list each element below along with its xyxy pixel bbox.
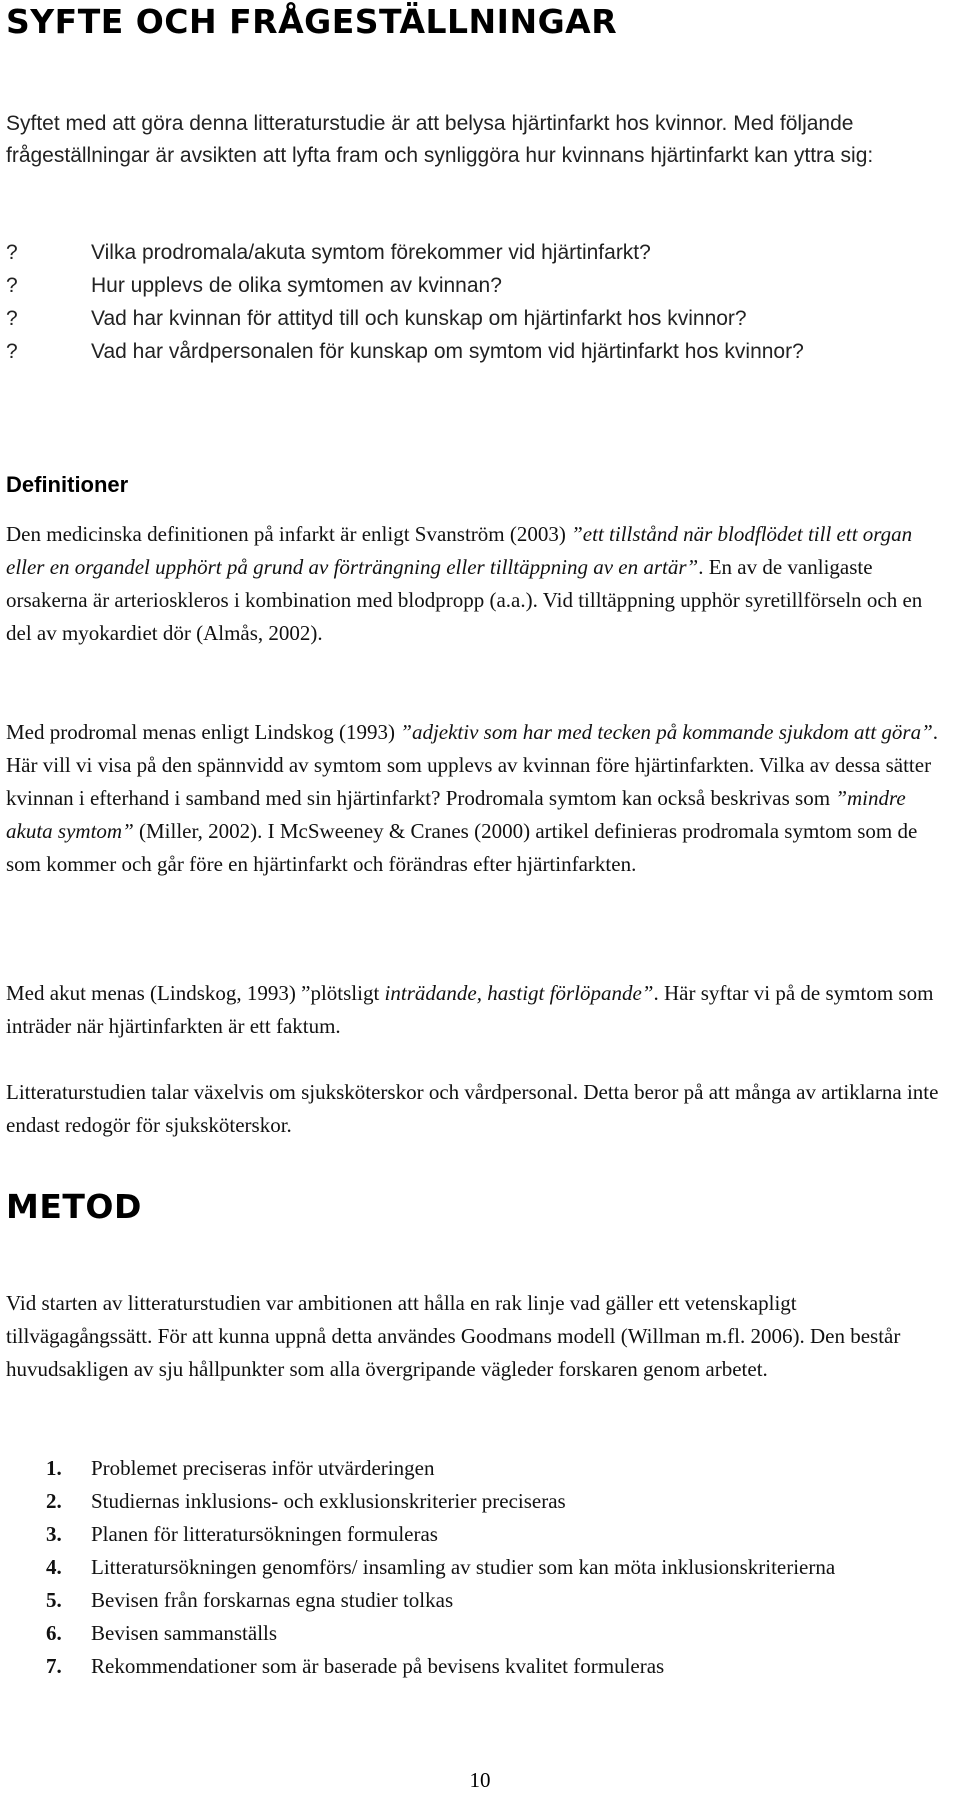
question-text: Vad har vårdpersonalen för kunskap om symtom vid hjärtinfarkt hos kvinnor?: [91, 340, 804, 363]
list-item: [6, 1617, 946, 1650]
list-item: [6, 1518, 946, 1551]
definition-paragraph-prodromal: [6, 716, 944, 881]
list-item: [6, 302, 946, 335]
page-number: 10: [469, 1768, 491, 1792]
step-number: 6.: [46, 1621, 62, 1645]
intro-paragraph: Syftet med att göra denna litteraturstudie är att belysa hjärtinfarkt hos kvinnor. Med följande frågeställningar är avsikten att lyfta fram och synliggöra hur kvinnans hjärtinfarkt kan yttra sig:: [6, 112, 874, 167]
list-item: [6, 236, 946, 269]
step-text: Studiernas inklusions- och exklusionskriterier preciseras: [91, 1489, 566, 1513]
step-number: 5.: [46, 1588, 62, 1612]
list-item: [6, 1452, 946, 1485]
definition-paragraph-terminology: Litteraturstudien talar växelvis om sjuksköterskor och vårdpersonal. Detta beror på att många av artiklarna inte endast redogör för sjuksköterskor.: [6, 1080, 939, 1137]
step-text: Bevisen från forskarnas egna studier tolkas: [91, 1588, 454, 1612]
quote-run: ”mindre akuta symtom”: [6, 786, 906, 843]
step-text: Bevisen sammanställs: [91, 1621, 278, 1645]
step-number: 1.: [46, 1456, 62, 1480]
definition-paragraph-acute: [6, 977, 944, 1043]
section-heading-method: METOD: [6, 1187, 142, 1226]
list-item: [6, 1650, 946, 1683]
question-text: Vad har kvinnan för attityd till och kunskap om hjärtinfarkt hos kvinnor?: [91, 307, 747, 330]
research-questions-list: [6, 236, 946, 368]
method-paragraph: Vid starten av litteraturstudien var ambitionen att hålla en rak linje vad gäller ett vetenskapligt tillvägagångssätt. För att kunna uppnå detta användes Goodmans modell (Willman m.fl. 2006). Den består huvudsakligen av sju hållpunkter som alla övergripande vägleder forskaren genom arbetet.: [6, 1291, 901, 1381]
method-steps-list: [6, 1452, 946, 1683]
step-text: Litteratursökningen genomförs/ insamling av studier som kan möta inklusionskriterierna: [91, 1555, 836, 1579]
list-item: [6, 1584, 946, 1617]
step-number: 3.: [46, 1522, 62, 1546]
bullet-mark: ?: [6, 274, 18, 297]
quote-run: ”adjektiv som har med tecken på kommande sjukdom att göra”: [400, 720, 933, 744]
definition-paragraph-infarct: [6, 518, 944, 650]
list-item: [6, 1551, 946, 1584]
list-item: [6, 1485, 946, 1518]
step-text: Planen för litteratursökningen formuleras: [91, 1522, 438, 1546]
step-number: 7.: [46, 1654, 62, 1678]
text-run: Den medicinska definitionen på infarkt är enligt Svanström (2003): [6, 522, 572, 546]
bullet-mark: ?: [6, 340, 18, 363]
subheading-definitions: Definitioner: [6, 472, 129, 497]
text-run: . En av de vanligaste orsakerna är arterioskleros i kombination med blodpropp (a.a.). Vid tilltäppning upphör syretillförseln och en del av myokardiet dör (Almås, 2002).: [6, 555, 923, 645]
question-text: Hur upplevs de olika symtomen av kvinnan?: [91, 274, 502, 297]
question-text: Vilka prodromala/akuta symtom förekommer vid hjärtinfarkt?: [91, 241, 651, 264]
text-run: Med akut menas (Lindskog, 1993) ”plötsligt: [6, 981, 385, 1005]
step-number: 4.: [46, 1555, 62, 1579]
list-item: [6, 269, 946, 302]
step-text: Rekommendationer som är baserade på bevisens kvalitet formuleras: [91, 1654, 665, 1678]
list-item: [6, 335, 946, 368]
quote-run: inträdande, hastigt förlöpande”: [384, 981, 654, 1005]
text-run: . Här syftar vi på de symtom som inträder när hjärtinfarkten är ett faktum.: [6, 981, 934, 1038]
section-heading-purpose: SYFTE OCH FRÅGESTÄLLNINGAR: [6, 2, 618, 41]
text-run: Med prodromal menas enligt Lindskog (1993): [6, 720, 401, 744]
bullet-mark: ?: [6, 307, 18, 330]
bullet-mark: ?: [6, 241, 18, 264]
step-number: 2.: [46, 1489, 62, 1513]
text-run: . Här vill vi visa på den spännvidd av symtom som upplevs av kvinnan före hjärtinfarkten. Vilka av dessa sätter kvinnan i efterhand i samband med sin hjärtinfarkt? Prodromala symtom kan också beskrivas som: [6, 720, 939, 810]
text-run: (Miller, 2002). I McSweeney & Cranes (2000) artikel definieras prodromala symtom som de som kommer och går före en hjärtinfarkt och förändras efter hjärtinfarkten.: [6, 819, 918, 876]
quote-run: ”ett tillstånd när blodflödet till ett organ eller en organdel upphört på grund av förträngning eller tilltäppning av en artär”: [6, 522, 913, 579]
step-text: Problemet preciseras inför utvärderingen: [91, 1456, 435, 1480]
